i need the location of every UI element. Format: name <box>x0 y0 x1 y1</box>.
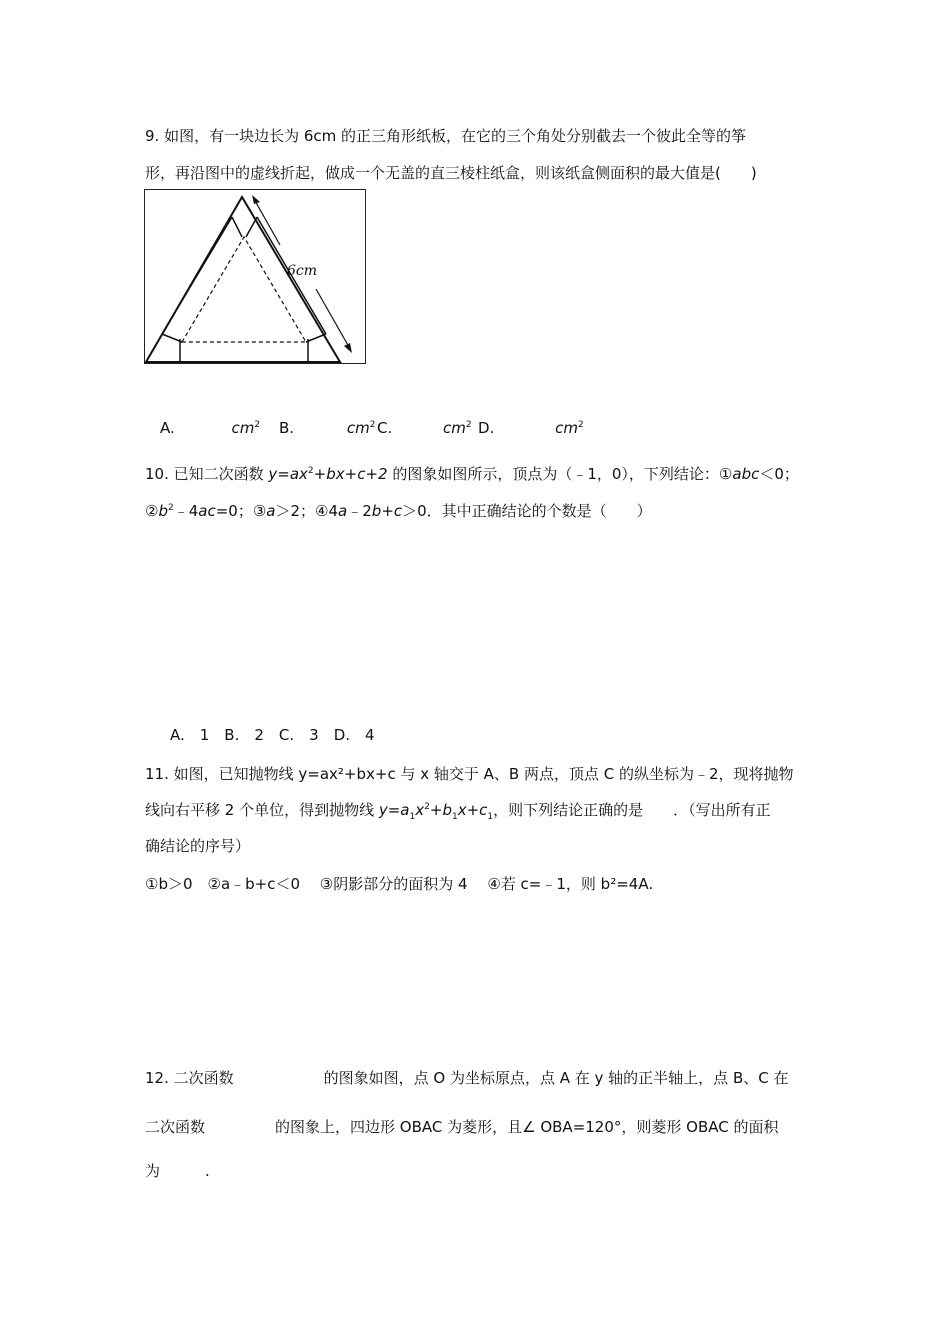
q12-line-1: 12. 二次函数 的图象如图，点 O 为坐标原点，点 A 在 y 轴的正半轴上，点 B、C 在 <box>145 1069 789 1087</box>
q12-line-2: 二次函数 的图象上，四边形 OBAC 为菱形，且∠ OBA=120°，则菱形 OBAC 的面积 <box>145 1118 779 1136</box>
q12-line-3: 为 . <box>145 1162 210 1180</box>
triangle-figure <box>144 189 366 364</box>
q11-line-1: 11. 如图，已知抛物线 y=ax²+bx+c 与 x 轴交于 A、B 两点，顶点 C 的纵坐标为﹣2，现将抛物 <box>145 765 794 783</box>
q9-option-d: D. $cm^2$ <box>478 419 584 437</box>
q9-option-b: B. $cm^2$ <box>279 419 376 437</box>
q9-line-1: 9. 如图，有一块边长为 6cm 的正三角形纸板，在它的三个角处分别截去一个彼此全等的筝 <box>145 127 747 145</box>
q10-line-2: $②b^2﹣4ac=0$；③a＞2；④4a﹣2b+c＞0．其中正确结论的个数是（ ） <box>145 502 652 520</box>
q11-line-2: 线向右平移 2 个单位，得到抛物线 $y=a_1x^2+b_1x+c_1$，则下列结论正确的是 ．（写出所有正 <box>145 801 771 822</box>
q9-option-a: A. $cm^2$ <box>160 419 261 437</box>
q9-option-c: C. $cm^2$ <box>377 419 472 437</box>
q11-line-4: ①b＞0 ②a﹣b+c＜0 ③阴影部分的面积为 4 ④若 c=﹣1，则 b²=4A. <box>145 875 654 893</box>
side-length-label: 6cm <box>287 263 318 279</box>
q11-line-3: 确结论的序号） <box>145 837 251 855</box>
q10-line-1: 10. 已知二次函数 $y=ax^2+bx+c+2$ 的图象如图所示，顶点为（﹣1，0），下列结论：①abc＜0； <box>145 465 799 483</box>
q9-line-2: 形，再沿图中的虚线折起，做成一个无盖的直三棱柱纸盒，则该纸盒侧面积的最大值是( ) <box>145 164 757 182</box>
q10-options: A. 1 B. 2 C. 3 D. 4 <box>170 726 375 744</box>
